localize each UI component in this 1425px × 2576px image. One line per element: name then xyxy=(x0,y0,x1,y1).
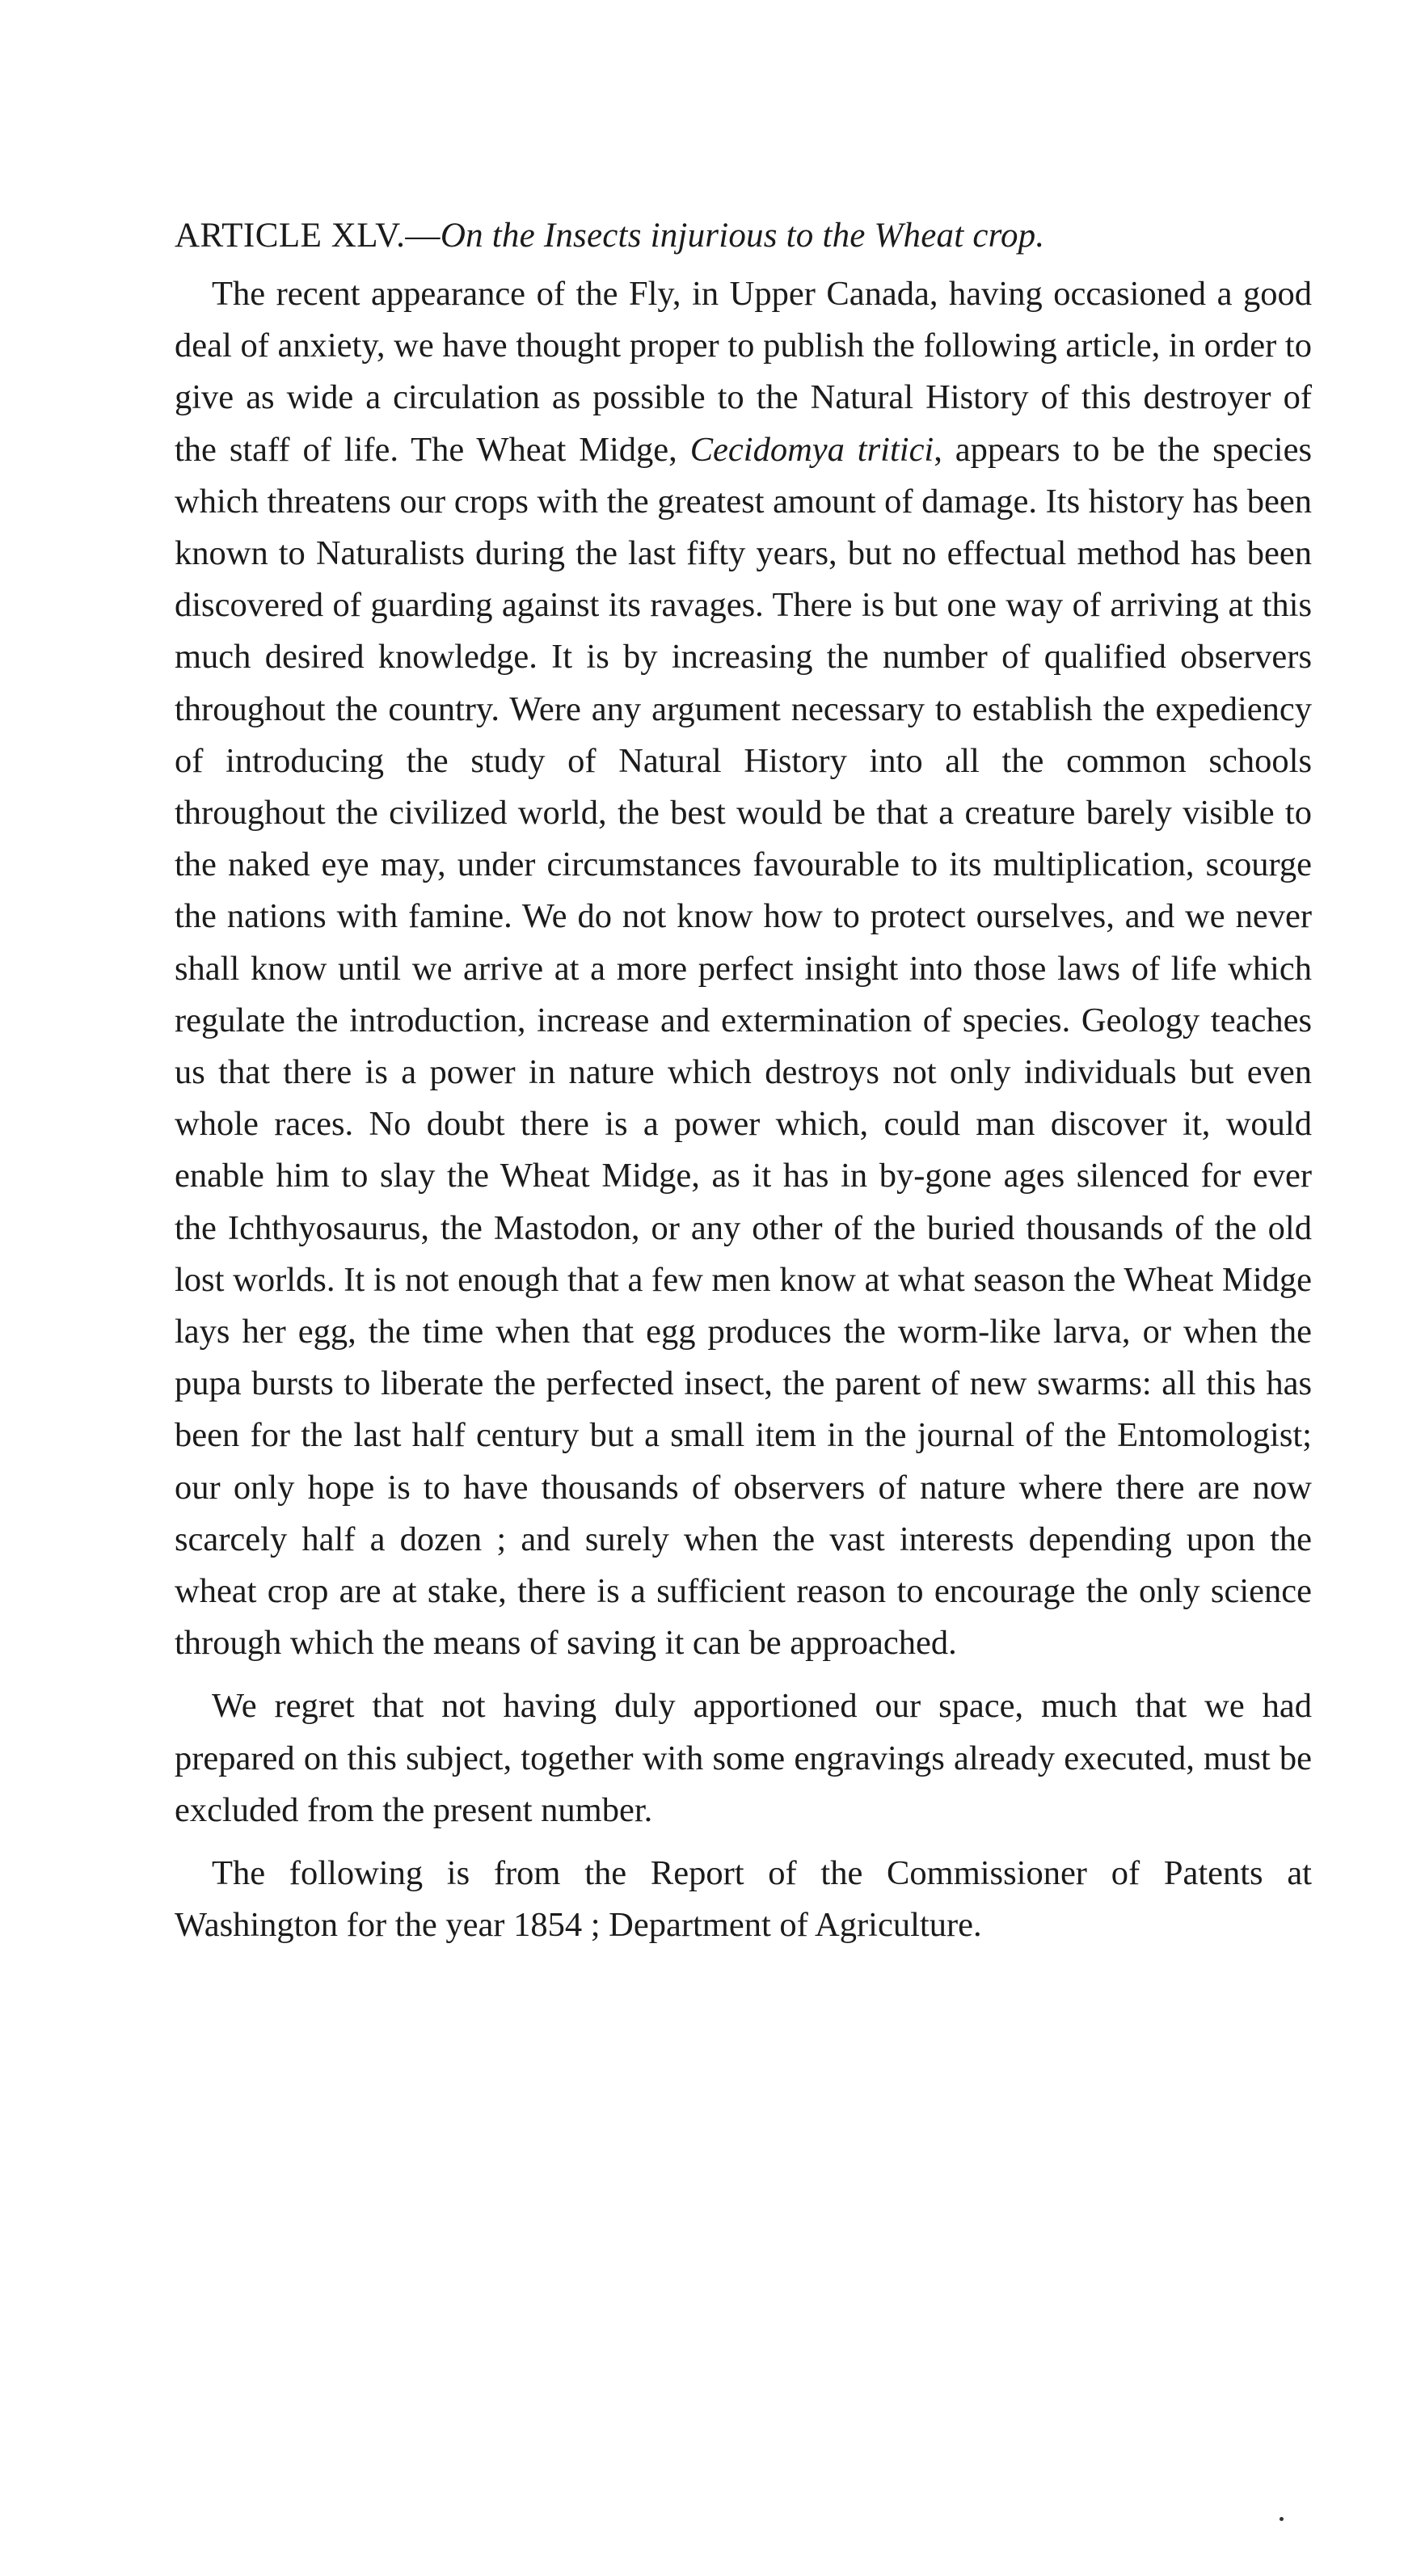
species-name: Cecidomya tritici xyxy=(689,430,934,469)
paragraph-2: We regret that not having duly apportioned our space, much that we had prepared on this subject, together with some engravings already executed, must be excluded from the present number. xyxy=(175,1687,1312,1829)
paragraph-3: The following is from the Report of the Commissioner of Patents at Washington for the year 1854 ; Department of Agriculture. xyxy=(175,1854,1312,1945)
article-title: On the Insects injurious to the Wheat crop. xyxy=(440,217,1045,255)
paragraph-1 xyxy=(175,268,1312,1669)
article-number: ARTICLE XLV.— xyxy=(175,217,441,255)
page-speck xyxy=(1280,2517,1284,2521)
document-page xyxy=(175,210,1312,1963)
article-heading xyxy=(175,210,1312,262)
paragraph-1-part-b: , appears to be the species which threatens our crops with the greatest amount of damage. Its history has been known to Naturalists during the last fifty years, but no effectual method has been discovered of guarding against its ravages. There is but one way of arriving at this much desired knowledge. It is by increasing the number of qualified observers throughout the country. Were any argument necessary to establish the expediency of introducing the study of Natural History into all the common schools throughout the civilized world, the best would be that a creature barely visible to the naked eye may, under circumstances favourable to its multiplication, scourge the nations with famine. We do not know how to protect ourselves, and we never shall know until we arrive at a more perfect insight into those laws of life which regulate the introduction, increase and extermination of species. Geology teaches us that there is a power in nature which destroys not only individuals but even whole races. No doubt there is a power which, could man discover it, would enable him to slay the Wheat Midge, as it has in by-gone ages silenced for ever the Ichthyosaurus, the Mastodon, or any other of the buried thousands of the old lost worlds. It is not enough that a few men know at what season the Wheat Midge lays her egg, the time when that egg produces the worm-like larva, or when the pupa bursts to liberate the perfected insect, the parent of new swarms: all this has been for the last half century but a small item in the journal of the Entomologist; our only hope is to have thousands of observers of nature where there are now scarcely half a dozen ; and surely when the vast interests depending upon the wheat crop are at stake, there is a sufficient reason to encourage the only science through which the means of saving it can be approached. xyxy=(175,430,1313,1663)
paragraph-1-part-a: The recent appearance of the Fly, in Upper Canada, having occasioned a good deal of anxiety, we have thought proper to publish the following article, in order to give as wide a circulation as possible to the Natural History of this destroyer of the staff of life. The Wheat Midge, xyxy=(175,275,1312,469)
